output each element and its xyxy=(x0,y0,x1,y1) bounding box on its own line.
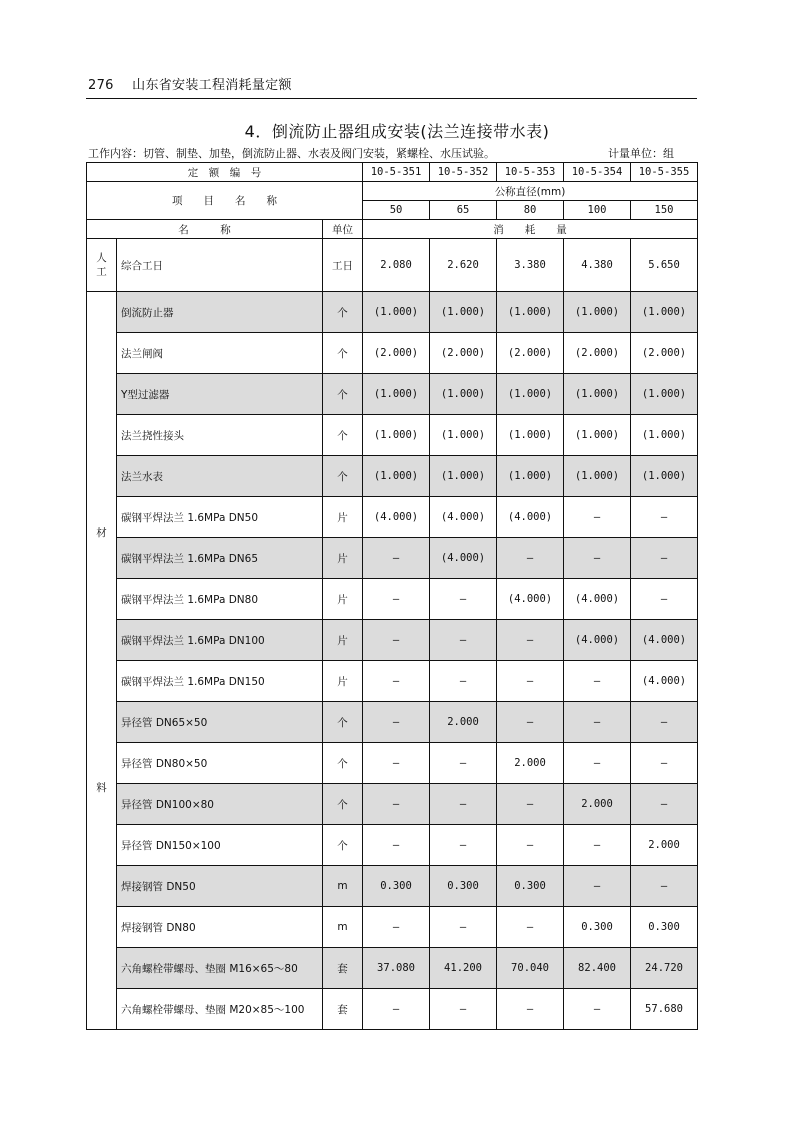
material-unit: 片 xyxy=(323,620,363,661)
material-unit: 个 xyxy=(323,702,363,743)
diameter-value: 150 xyxy=(631,201,698,220)
quota-number-label: 定 额 编 号 xyxy=(87,163,363,182)
material-row xyxy=(87,292,698,333)
material-row xyxy=(87,456,698,497)
material-value: 0.300 xyxy=(430,866,497,907)
diameter-value: 65 xyxy=(430,201,497,220)
material-value: (1.000) xyxy=(564,292,631,333)
quota-number: 10-5-351 xyxy=(363,163,430,182)
column-header-row xyxy=(87,220,698,239)
material-value: — xyxy=(631,866,698,907)
material-name: 焊接钢管 DN50 xyxy=(117,866,323,907)
material-value: — xyxy=(363,989,430,1030)
material-value: 57.680 xyxy=(631,989,698,1030)
material-unit: 片 xyxy=(323,497,363,538)
material-value: — xyxy=(631,743,698,784)
quota-table xyxy=(86,162,698,1030)
material-name: 碳钢平焊法兰 1.6MPa DN65 xyxy=(117,538,323,579)
material-name: 法兰挠性接头 xyxy=(117,415,323,456)
material-value: — xyxy=(363,784,430,825)
material-value: (1.000) xyxy=(631,292,698,333)
material-value: (4.000) xyxy=(564,620,631,661)
material-value: (4.000) xyxy=(430,497,497,538)
material-value: — xyxy=(363,743,430,784)
material-value: (1.000) xyxy=(363,374,430,415)
material-value: — xyxy=(631,702,698,743)
material-name: 法兰水表 xyxy=(117,456,323,497)
material-value: — xyxy=(564,743,631,784)
material-unit: 个 xyxy=(323,456,363,497)
material-name: 碳钢平焊法兰 1.6MPa DN100 xyxy=(117,620,323,661)
material-row xyxy=(87,784,698,825)
material-value: (4.000) xyxy=(564,579,631,620)
material-value: 24.720 xyxy=(631,948,698,989)
material-value: — xyxy=(631,579,698,620)
material-value: — xyxy=(363,661,430,702)
material-unit: 套 xyxy=(323,948,363,989)
name-column-header: 名 称 xyxy=(87,220,323,239)
material-value: (2.000) xyxy=(430,333,497,374)
labor-category-label: 人工 xyxy=(96,251,107,278)
material-row xyxy=(87,538,698,579)
material-row xyxy=(87,620,698,661)
material-name: 碳钢平焊法兰 1.6MPa DN50 xyxy=(117,497,323,538)
material-unit: 个 xyxy=(323,374,363,415)
material-value: — xyxy=(363,579,430,620)
material-unit: 个 xyxy=(323,415,363,456)
material-name: 异径管 DN80×50 xyxy=(117,743,323,784)
material-name: 倒流防止器 xyxy=(117,292,323,333)
material-value: — xyxy=(363,538,430,579)
material-category-bottom: 料 xyxy=(96,781,107,794)
unit-note: 计量单位：组 xyxy=(608,147,674,160)
book-title: 山东省安装工程消耗量定额 xyxy=(132,78,292,93)
labor-unit: 工日 xyxy=(323,239,363,292)
material-value: — xyxy=(363,907,430,948)
material-name: 六角螺栓带螺母、垫圈 M20×85～100 xyxy=(117,989,323,1030)
material-value: 2.000 xyxy=(430,702,497,743)
material-value: — xyxy=(497,661,564,702)
material-value: — xyxy=(631,497,698,538)
material-value: 2.000 xyxy=(497,743,564,784)
page-header xyxy=(88,74,292,93)
material-row xyxy=(87,661,698,702)
material-name: 异径管 DN65×50 xyxy=(117,702,323,743)
material-value: (1.000) xyxy=(497,456,564,497)
material-value: (2.000) xyxy=(564,333,631,374)
material-value: — xyxy=(430,907,497,948)
material-name: 焊接钢管 DN80 xyxy=(117,907,323,948)
material-row xyxy=(87,743,698,784)
material-value: (4.000) xyxy=(631,620,698,661)
material-value: (1.000) xyxy=(363,292,430,333)
material-name: Y型过滤器 xyxy=(117,374,323,415)
material-value: (1.000) xyxy=(631,415,698,456)
material-value: (4.000) xyxy=(430,538,497,579)
material-name: 异径管 DN150×100 xyxy=(117,825,323,866)
diameter-value: 80 xyxy=(497,201,564,220)
material-value: (2.000) xyxy=(497,333,564,374)
material-value: — xyxy=(564,538,631,579)
material-value: — xyxy=(631,538,698,579)
material-unit: 片 xyxy=(323,661,363,702)
material-value: (1.000) xyxy=(363,456,430,497)
material-row xyxy=(87,497,698,538)
material-row xyxy=(87,579,698,620)
labor-row xyxy=(87,239,698,292)
material-value: (1.000) xyxy=(564,374,631,415)
material-category xyxy=(87,292,117,1030)
material-value: — xyxy=(564,497,631,538)
material-row xyxy=(87,415,698,456)
material-value: — xyxy=(430,825,497,866)
material-value: — xyxy=(497,702,564,743)
material-value: — xyxy=(430,784,497,825)
material-value: (2.000) xyxy=(631,333,698,374)
material-name: 异径管 DN100×80 xyxy=(117,784,323,825)
material-row xyxy=(87,948,698,989)
material-value: — xyxy=(497,620,564,661)
labor-value: 2.620 xyxy=(430,239,497,292)
material-value: — xyxy=(430,743,497,784)
material-value: — xyxy=(564,702,631,743)
material-value: (4.000) xyxy=(497,579,564,620)
material-value: — xyxy=(564,989,631,1030)
material-value: — xyxy=(363,620,430,661)
material-value: 70.040 xyxy=(497,948,564,989)
material-unit: 个 xyxy=(323,292,363,333)
material-unit: 个 xyxy=(323,333,363,374)
diameter-label: 公称直径(mm) xyxy=(363,182,698,201)
material-unit: 套 xyxy=(323,989,363,1030)
unit-column-header: 单位 xyxy=(323,220,363,239)
material-row xyxy=(87,907,698,948)
material-value: (4.000) xyxy=(497,497,564,538)
material-value: 0.300 xyxy=(564,907,631,948)
labor-value: 5.650 xyxy=(631,239,698,292)
page-number: 276 xyxy=(88,78,114,93)
consumption-header: 消 耗 量 xyxy=(363,220,698,239)
material-value: (4.000) xyxy=(363,497,430,538)
labor-name: 综合工日 xyxy=(117,239,323,292)
material-value: 82.400 xyxy=(564,948,631,989)
material-row xyxy=(87,866,698,907)
material-value: (1.000) xyxy=(631,374,698,415)
material-value: (1.000) xyxy=(363,415,430,456)
material-value: — xyxy=(497,784,564,825)
quota-number: 10-5-354 xyxy=(564,163,631,182)
material-row xyxy=(87,702,698,743)
material-value: — xyxy=(497,907,564,948)
material-name: 碳钢平焊法兰 1.6MPa DN80 xyxy=(117,579,323,620)
material-unit: 个 xyxy=(323,825,363,866)
material-value: (1.000) xyxy=(430,292,497,333)
material-value: (2.000) xyxy=(363,333,430,374)
material-value: (1.000) xyxy=(497,374,564,415)
item-name-label: 项 目 名 称 xyxy=(87,182,363,220)
material-row xyxy=(87,989,698,1030)
material-value: — xyxy=(430,579,497,620)
material-value: (1.000) xyxy=(497,292,564,333)
material-value: (1.000) xyxy=(430,415,497,456)
material-row xyxy=(87,825,698,866)
material-row xyxy=(87,374,698,415)
material-value: (1.000) xyxy=(430,374,497,415)
labor-category xyxy=(87,239,117,292)
labor-value: 4.380 xyxy=(564,239,631,292)
diameter-value: 100 xyxy=(564,201,631,220)
material-name: 法兰闸阀 xyxy=(117,333,323,374)
material-unit: 片 xyxy=(323,579,363,620)
material-value: (1.000) xyxy=(564,456,631,497)
material-value: — xyxy=(564,866,631,907)
material-unit: m xyxy=(323,907,363,948)
material-value: — xyxy=(497,538,564,579)
quota-number: 10-5-353 xyxy=(497,163,564,182)
material-value: 0.300 xyxy=(363,866,430,907)
material-value: — xyxy=(363,702,430,743)
material-value: (1.000) xyxy=(564,415,631,456)
material-value: (1.000) xyxy=(430,456,497,497)
material-value: (1.000) xyxy=(497,415,564,456)
material-value: (1.000) xyxy=(631,456,698,497)
material-unit: 个 xyxy=(323,784,363,825)
material-value: — xyxy=(564,661,631,702)
material-value: 37.080 xyxy=(363,948,430,989)
quota-number: 10-5-355 xyxy=(631,163,698,182)
material-value: — xyxy=(631,784,698,825)
material-value: (4.000) xyxy=(631,661,698,702)
material-value: — xyxy=(430,661,497,702)
material-row xyxy=(87,333,698,374)
quota-number-row xyxy=(87,163,698,182)
material-value: 0.300 xyxy=(497,866,564,907)
material-value: — xyxy=(430,620,497,661)
material-unit: 个 xyxy=(323,743,363,784)
material-value: — xyxy=(363,825,430,866)
material-name: 碳钢平焊法兰 1.6MPa DN150 xyxy=(117,661,323,702)
diameter-label-row xyxy=(87,182,698,201)
material-name: 六角螺栓带螺母、垫圈 M16×65～80 xyxy=(117,948,323,989)
material-value: — xyxy=(564,825,631,866)
material-value: 41.200 xyxy=(430,948,497,989)
material-category-top: 材 xyxy=(96,527,107,540)
material-value: 0.300 xyxy=(631,907,698,948)
labor-value: 3.380 xyxy=(497,239,564,292)
diameter-value: 50 xyxy=(363,201,430,220)
section-title: 4．倒流防止器组成安装(法兰连接带水表) xyxy=(244,122,550,141)
material-value: — xyxy=(497,989,564,1030)
material-value: 2.000 xyxy=(631,825,698,866)
material-value: — xyxy=(430,989,497,1030)
material-unit: 片 xyxy=(323,538,363,579)
header-rule xyxy=(86,98,697,99)
material-value: — xyxy=(497,825,564,866)
work-content: 工作内容：切管、制垫、加垫，倒流防止器、水表及阀门安装，紧螺栓、水压试验。 xyxy=(88,147,495,160)
quota-number: 10-5-352 xyxy=(430,163,497,182)
material-value: 2.000 xyxy=(564,784,631,825)
material-unit: m xyxy=(323,866,363,907)
labor-value: 2.080 xyxy=(363,239,430,292)
